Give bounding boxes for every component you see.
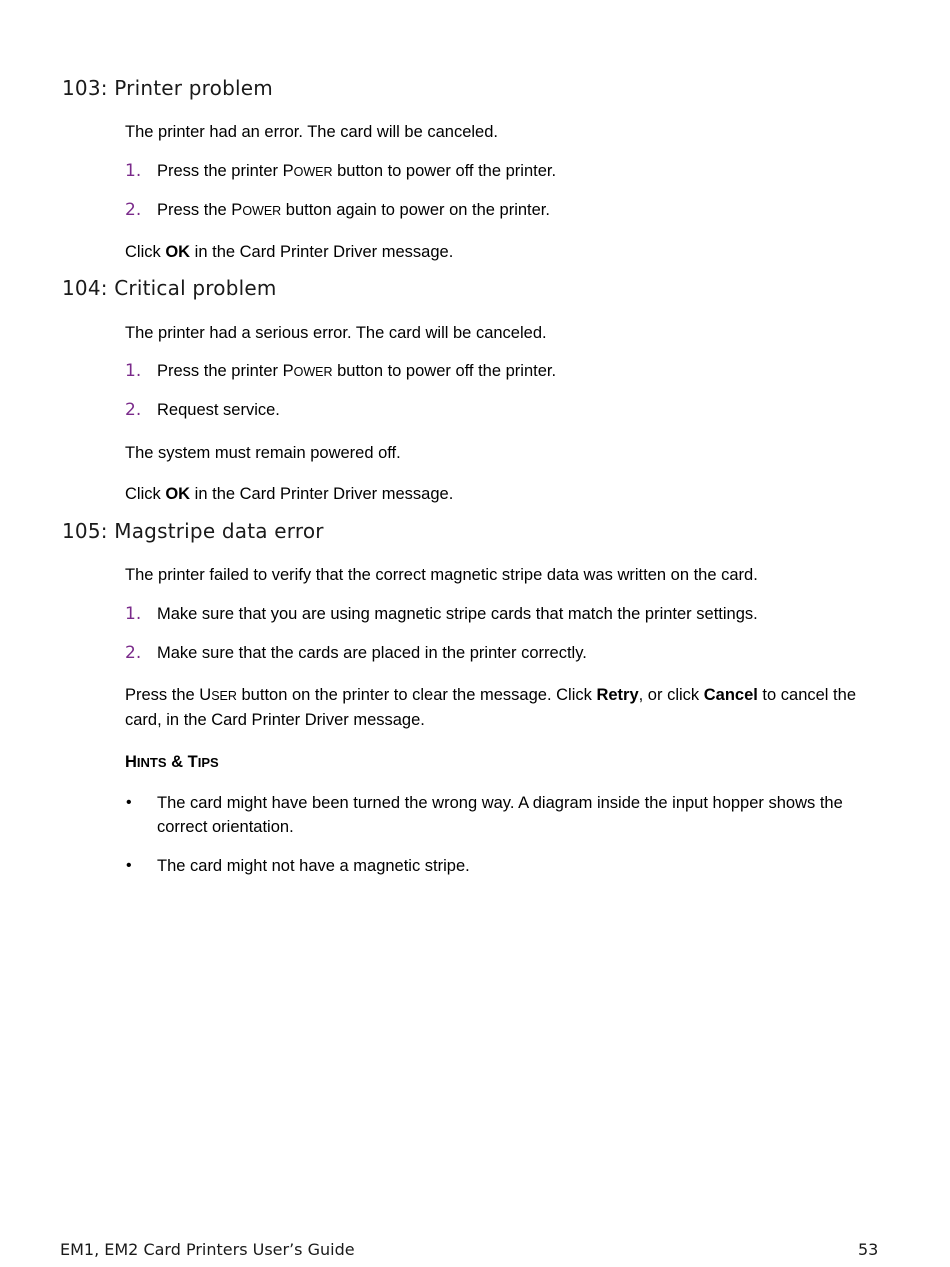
note-text-part: Click xyxy=(125,243,166,261)
section-105-press-note xyxy=(125,683,890,732)
hints-rest: INTS xyxy=(136,755,167,770)
step-text xyxy=(157,198,897,223)
ok-label: OK xyxy=(165,485,191,503)
section-103-click-note xyxy=(125,240,895,264)
note-text-part: Press the xyxy=(125,686,200,704)
tips-first: T xyxy=(187,753,198,771)
note-text-part: in the Card Printer Driver message. xyxy=(190,485,454,503)
power-key-rest: OWER xyxy=(242,204,282,218)
step-text-part: Press the printer xyxy=(157,162,283,180)
step-text-part: Press the printer xyxy=(157,362,283,380)
hints-amp: & xyxy=(166,753,188,771)
tips-rest: IPS xyxy=(197,755,219,770)
section-104-note: The system must remain powered off. xyxy=(125,444,401,462)
step-text: Request service. xyxy=(157,401,280,419)
ok-label: OK xyxy=(165,243,191,261)
power-key-label xyxy=(283,362,333,380)
step-text-part: button again to power on the printer. xyxy=(281,201,550,219)
user-key-label xyxy=(199,686,237,704)
power-key-label xyxy=(283,162,333,180)
section-104-heading: 104: Critical problem xyxy=(62,276,277,300)
bullet-icon: • xyxy=(126,794,132,811)
power-key-first: P xyxy=(282,162,294,180)
cancel-label: Cancel xyxy=(703,686,758,704)
power-key-first: P xyxy=(231,201,243,219)
note-text-part: button on the printer to clear the message. Click xyxy=(236,686,597,704)
step-number: 1. xyxy=(125,161,142,181)
section-105-intro: The printer failed to verify that the correct magnetic stripe data was written on the card. xyxy=(125,566,758,584)
user-key-rest: SER xyxy=(211,689,237,703)
step-text: Make sure that you are using magnetic stripe cards that match the printer settings. xyxy=(157,605,758,623)
retry-label: Retry xyxy=(596,686,639,704)
power-key-label xyxy=(231,201,281,219)
step-text-part: button to power off the printer. xyxy=(332,362,557,380)
step-number: 1. xyxy=(125,361,142,381)
note-text-part: , or click xyxy=(638,686,704,704)
step-text: Make sure that the cards are placed in the printer correctly. xyxy=(157,644,587,662)
note-text-part: Click xyxy=(125,485,166,503)
power-key-first: P xyxy=(282,362,294,380)
note-text-part: in the Card Printer Driver message. xyxy=(190,243,454,261)
hints-first: H xyxy=(125,753,137,771)
step-number: 2. xyxy=(125,643,142,663)
section-103-intro: The printer had an error. The card will be canceled. xyxy=(125,123,498,141)
tip-text: The card might not have a magnetic stripe. xyxy=(157,857,470,875)
hints-tips-heading xyxy=(125,750,219,775)
page-number: 53 xyxy=(858,1240,879,1259)
section-103-heading: 103: Printer problem xyxy=(62,76,273,100)
footer-title: EM1, EM2 Card Printers User’s Guide xyxy=(60,1240,355,1259)
note-text-part: to cancel the card, in the Card Printer Driver message. xyxy=(125,686,856,729)
step-text xyxy=(157,159,897,184)
bullet-icon: • xyxy=(126,857,132,874)
step-text-part: Press the xyxy=(157,201,232,219)
section-104-click-note xyxy=(125,482,895,506)
tip-text: The card might have been turned the wrong way. A diagram inside the input hopper shows the correct orientation. xyxy=(157,794,843,836)
step-number: 1. xyxy=(125,604,142,624)
power-key-rest: OWER xyxy=(293,165,333,179)
user-key-first: U xyxy=(199,686,212,704)
section-104-intro: The printer had a serious error. The card will be canceled. xyxy=(125,324,547,342)
step-number: 2. xyxy=(125,400,142,420)
power-key-rest: OWER xyxy=(293,365,333,379)
step-text xyxy=(157,359,897,384)
section-105-heading: 105: Magstripe data error xyxy=(62,519,324,543)
step-text-part: button to power off the printer. xyxy=(332,162,557,180)
step-number: 2. xyxy=(125,200,142,220)
